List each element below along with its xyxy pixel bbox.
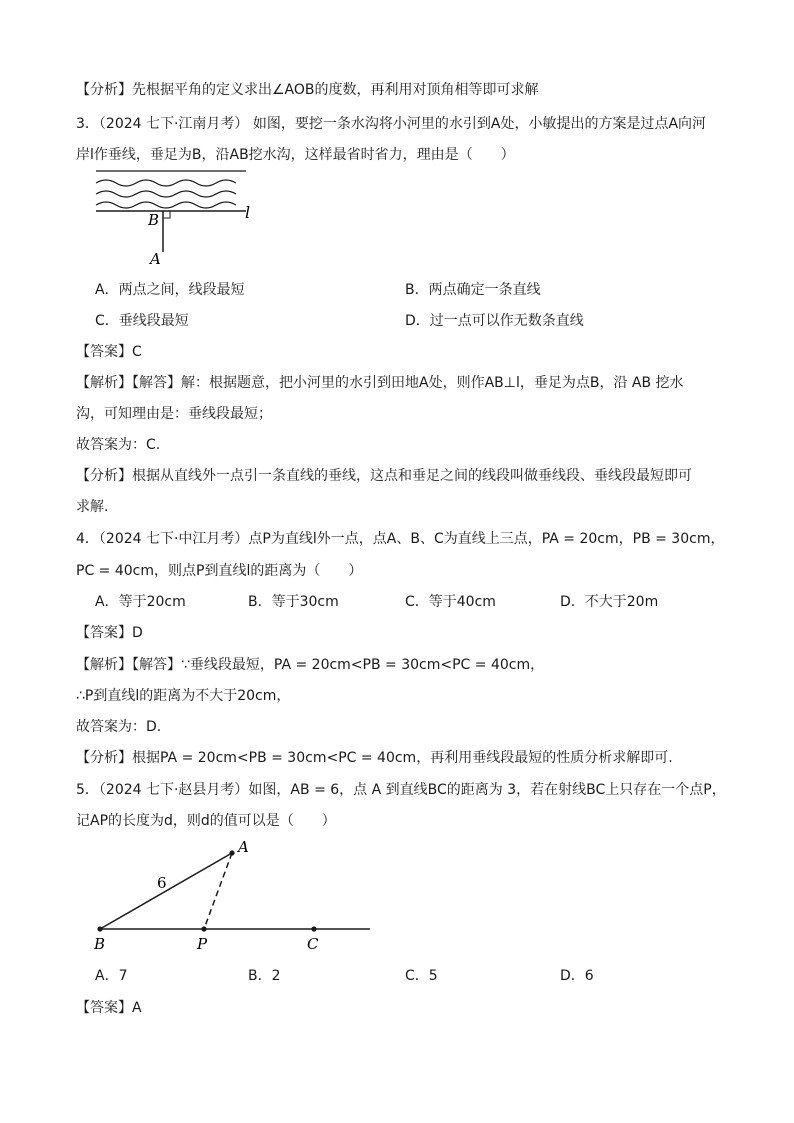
q5-option-b: B．2	[248, 968, 281, 984]
label-six: 6	[157, 874, 167, 892]
q3-answer: 【答案】C	[76, 344, 142, 360]
point-b	[97, 926, 102, 931]
analysis-line: 【分析】先根据平角的定义求出∠AOB的度数，再利用对顶角相等即可求解	[76, 82, 539, 98]
segment-ap	[204, 853, 232, 929]
label-b: B	[148, 211, 160, 229]
q5-stem-line2: 记AP的长度为d，则d的值可以是（ ）	[76, 813, 336, 829]
q4-solution-line3: 故答案为：D.	[76, 719, 162, 735]
q4-stem-line2: PC = 40cm，则点P到直线l的距离为（ ）	[76, 563, 363, 579]
q3-solution-line3: 故答案为：C.	[76, 437, 161, 453]
q4-solution-line2: ∴P到直线l的距离为不大于20cm，	[76, 688, 291, 704]
river-wave-3	[96, 202, 236, 208]
q3-solution-line1: 【解析】【解答】解：根据题意，把小河里的水引到田地A处，则作AB⊥l，垂足为点B，沿 AB 挖水	[76, 375, 684, 391]
q3-option-a: A．两点之间，线段最短	[95, 282, 245, 298]
q4-answer: 【答案】D	[76, 625, 143, 641]
q3-option-d: D．过一点可以作无数条直线	[405, 313, 584, 329]
q3-stem-line2: 岸l作垂线，垂足为B，沿AB挖水沟，这样最省时省力，理由是（ ）	[76, 147, 515, 163]
q4-stem-line1: 4．（2024 七下·中江月考）点P为直线l外一点，点A、B、C为直线上三点，PA = 20cm，PB = 30cm，	[76, 531, 725, 547]
label-c: C	[307, 935, 319, 953]
label-l: l	[245, 203, 251, 222]
q3-analysis-line1: 【分析】根据从直线外一点引一条直线的垂线，这点和垂足之间的线段叫做垂线段、垂线段最短即可	[76, 468, 692, 484]
label-p: P	[197, 935, 208, 953]
label-b: B	[94, 935, 106, 953]
point-a	[229, 850, 234, 855]
q3-solution-line2: 沟，可知理由是：垂线段最短；	[76, 406, 272, 422]
q4-analysis-line1: 【分析】根据PA = 20cm<PB = 30cm<PC = 40cm，再利用垂线段最短的性质分析求解即可.	[76, 750, 673, 766]
river-wave-2	[96, 191, 236, 197]
q5-option-c: C．5	[405, 968, 438, 984]
point-p	[201, 926, 206, 931]
river-wave-1	[96, 180, 236, 186]
q4-solution-line1: 【解析】【解答】∵垂线段最短，PA = 20cm<PB = 30cm<PC = 40cm，	[76, 657, 545, 673]
q3-analysis-line2: 求解.	[76, 499, 109, 515]
right-angle-mark	[163, 211, 170, 218]
label-a: A	[238, 838, 249, 856]
q5-option-d: D．6	[560, 968, 594, 984]
q3-option-c: C．垂线段最短	[95, 313, 189, 329]
q4-option-c: C．等于40cm	[405, 594, 496, 610]
q4-option-a: A．等于20cm	[95, 594, 186, 610]
point-c	[311, 926, 316, 931]
q4-option-b: B．等于30cm	[248, 594, 339, 610]
q5-triangle-figure	[86, 836, 386, 958]
q5-stem-line1: 5．（2024 七下·赵县月考）如图，AB = 6，点 A 到直线BC的距离为 3，若在射线BC上只存在一个点P，	[76, 782, 726, 798]
q5-answer: 【答案】A	[76, 1000, 142, 1016]
q3-option-b: B．两点确定一条直线	[405, 282, 541, 298]
q3-river-figure	[86, 166, 276, 268]
label-a: A	[150, 250, 161, 268]
q3-stem-line1: 3．（2024 七下·江南月考） 如图，要挖一条水沟将小河里的水引到A处，小敏提出的方案是过点A向河	[76, 116, 707, 132]
q4-option-d: D．不大于20m	[560, 594, 659, 610]
q5-option-a: A．7	[95, 968, 128, 984]
